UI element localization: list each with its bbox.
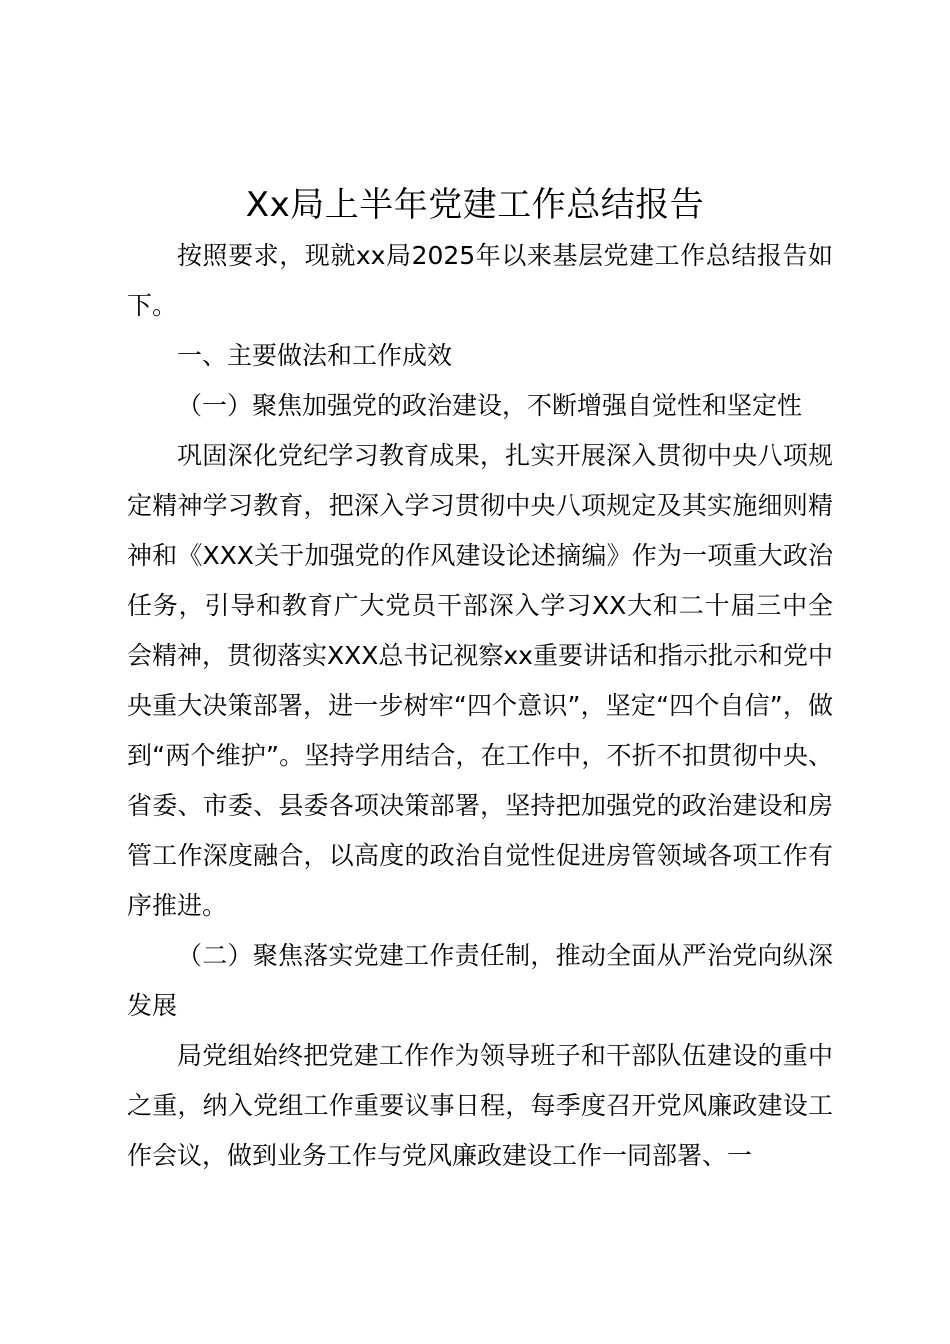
subsection-heading-2: （二）聚焦落实党建工作责任制，推动全面从严治党向纵深发展 <box>127 941 833 1020</box>
document-title: Xx局上半年党建工作总结报告 <box>245 185 705 225</box>
section-heading: 一、主要做法和工作成效 <box>177 341 453 370</box>
intro-paragraph: 按照要求，现就xx局2025年以来基层党建工作总结报告如下。 <box>127 241 833 320</box>
document-body <box>127 231 833 1181</box>
subsection-heading-1: （一）聚焦加强党的政治建设，不断增强自觉性和坚定性 <box>177 391 803 420</box>
body-paragraph-2: 局党组始终把党建工作作为领导班子和干部队伍建设的重中之重，纳入党组工作重要议事日程，每季度召开党风廉政建设工作会议，做到业务工作与党风廉政建设工作一同部署、一 <box>127 1041 833 1170</box>
body-paragraph-1: 巩固深化党纪学习教育成果，扎实开展深入贯彻中央八项规定精神学习教育，把深入学习贯彻中央八项规定及其实施细则精神和《XXX关于加强党的作风建设论述摘编》作为一项重大政治任务，引导和教育广大党员干部深入学习XX大和二十届三中全会精神，贯彻落实XXX总书记视察xx重要讲话和指示批示和党中央重大决策部署，进一步树牢“四个意识”，坚定“四个自信”，做到“两个维护”。坚持学用结合，在工作中，不折不扣贯彻中央、省委、市委、县委各项决策部署，坚持把加强党的政治建设和房管工作深度融合，以高度的政治自觉性促进房管领域各项工作有序推进。 <box>127 441 833 920</box>
